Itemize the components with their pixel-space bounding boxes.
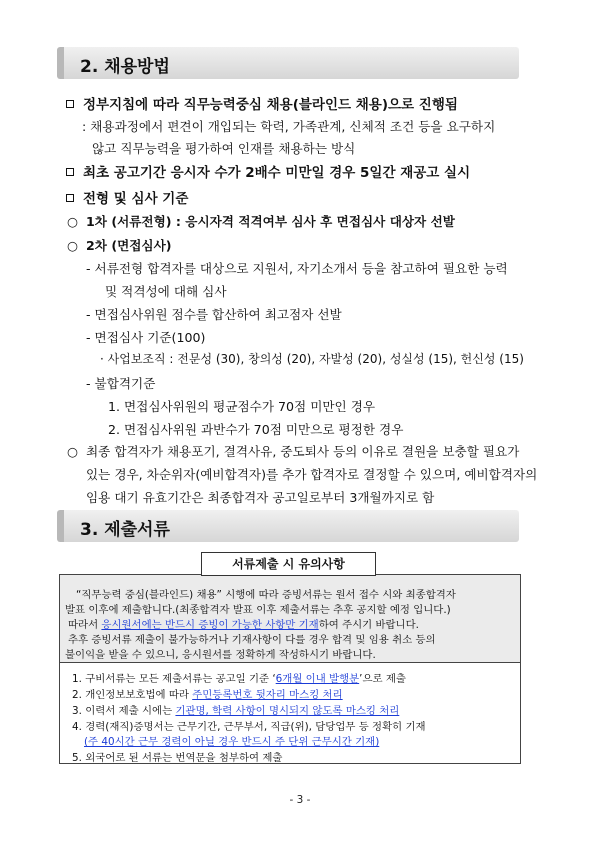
doc-item-4-note: (주 40시간 근무 경력이 아닐 경우 반드시 주 단위 근무시간 기재): [84, 736, 380, 748]
notice-line-1: “직무능력 중심(블라인드) 채용” 시행에 따라 증빙서류는 원서 접수 시와 최종합격자: [76, 589, 456, 601]
fail-criterion-1: 1. 면접심사위원의 평균점수가 70점 미만인 경우: [108, 399, 376, 414]
notice-box-title: 서류제출 시 유의사항: [201, 552, 376, 576]
section-3-heading: [57, 510, 519, 542]
doc-item-3: [72, 702, 399, 717]
notice-line-3-post: 하여 주시기 바랍니다.: [318, 619, 419, 631]
doc-item-1-highlight: 6개월 이내 발행분: [275, 673, 360, 685]
section-2-heading: [57, 47, 519, 79]
notice-box: [59, 574, 521, 662]
section-2-title: 2. 채용방법: [80, 57, 170, 77]
bullet-text: 최초 공고기간 응시자 수가 2배수 미만일 경우 5일간 재공고 실시: [83, 165, 471, 181]
reserve-candidate-note-1: [67, 441, 519, 460]
notice-line-3: [68, 616, 419, 631]
doc-item-3-pre: 3. 이력서 제출 시에는: [72, 705, 176, 717]
doc-item-2-pre: 2. 개인정보보호법에 따라: [72, 689, 193, 701]
reserve-candidate-note-2: 있는 경우, 차순위자(예비합격자)를 추가 합격자로 결정할 수 있으며, 예비합격자의: [86, 467, 538, 482]
reserve-note-text: 최종 합격자가 채용포기, 결격사유, 중도퇴사 등의 이유로 결원을 보충할 필요가: [86, 444, 520, 459]
stage-2-text: 2차 (면접심사): [86, 238, 172, 253]
doc-item-2-highlight: 주민등록번호 뒷자리 마스킹 처리: [192, 689, 343, 701]
recruit-method-desc-1: : 채용과정에서 편견이 개입되는 학력, 가족관계, 신체적 조건 등을 요구하지: [82, 119, 496, 134]
bullet-recruit-method: [66, 93, 458, 113]
notice-line-3-highlight: 응시원서에는 반드시 증빙이 가능한 사항만 기재: [101, 619, 319, 631]
bullet-re-announcement: [66, 161, 470, 181]
square-bullet-icon: [66, 168, 74, 176]
doc-item-1-post: ’으로 제출: [359, 673, 406, 685]
reserve-candidate-note-3: 임용 대기 유효기간은 최종합격자 공고일로부터 3개월까지로 함: [86, 490, 435, 505]
circle-bullet-icon: ○: [67, 238, 86, 253]
interview-item-1a: - 서류전형 합격자를 대상으로 지원서, 자기소개서 등을 참고하여 필요한 능력: [86, 261, 508, 276]
notice-line-3-pre: 따라서: [68, 619, 102, 631]
section-3-title: 3. 제출서류: [80, 520, 170, 540]
doc-item-5: 5. 외국어로 된 서류는 번역문을 첨부하여 제출: [72, 752, 283, 764]
circle-bullet-icon: ○: [67, 214, 86, 229]
fail-criterion-2: 2. 면접심사위원 과반수가 70점 미만으로 평정한 경우: [108, 422, 404, 437]
doc-item-1-pre: 1. 구비서류는 모든 제출서류는 공고일 기준 ‘: [72, 673, 276, 685]
doc-item-1: [72, 670, 406, 685]
square-bullet-icon: [66, 100, 74, 108]
circle-bullet-icon: ○: [67, 444, 86, 459]
required-documents-list: [59, 662, 521, 764]
doc-item-2: [72, 686, 343, 701]
bullet-text: 정부지침에 따라 직무능력중심 채용(블라인드 채용)으로 진행됨: [83, 97, 458, 113]
bullet-screening-criteria: [66, 187, 188, 207]
interview-item-3: - 면접심사 기준(100): [86, 330, 206, 345]
interview-item-2: - 면접심사위원 점수를 합산하여 최고점자 선발: [86, 307, 342, 322]
notice-line-4: 추후 증빙서류 제출이 불가능하거나 기재사항이 다를 경우 합격 및 임용 취소 등의: [68, 634, 436, 646]
doc-item-3-highlight: 기관명, 학력 사항이 명시되지 않도록 마스킹 처리: [175, 705, 400, 717]
notice-line-5: 불이익을 받을 수 있으니, 응시원서를 정확하게 작성하시기 바랍니다.: [65, 649, 376, 661]
stage-1-text: 1차 (서류전형) : 응시자격 적격여부 심사 후 면접심사 대상자 선발: [86, 214, 455, 229]
recruit-method-desc-2: 않고 직무능력을 평가하여 인재를 채용하는 방식: [92, 141, 356, 156]
square-bullet-icon: [66, 194, 74, 202]
bullet-text: 전형 및 심사 기준: [83, 191, 189, 207]
notice-line-2: 발표 이후에 제출합니다.(최종합격자 발표 이후 제출서류는 추후 공지할 예정 입니다.): [65, 604, 451, 616]
page-number: - 3 -: [289, 794, 311, 806]
interview-item-1b: 및 적격성에 대해 심사: [105, 284, 227, 299]
stage-2-interview: [67, 235, 172, 254]
stage-1-document-screening: [67, 211, 455, 230]
doc-item-4: 4. 경력(재직)증명서는 근무기간, 근무부서, 직급(위), 담당업무 등 정확히 기재: [72, 721, 426, 733]
interview-criteria-detail: · 사업보조직 : 전문성 (30), 창의성 (20), 자발성 (20), 성실성 (15), 헌신성 (15): [100, 352, 524, 366]
interview-item-4: - 불합격기준: [86, 376, 156, 391]
